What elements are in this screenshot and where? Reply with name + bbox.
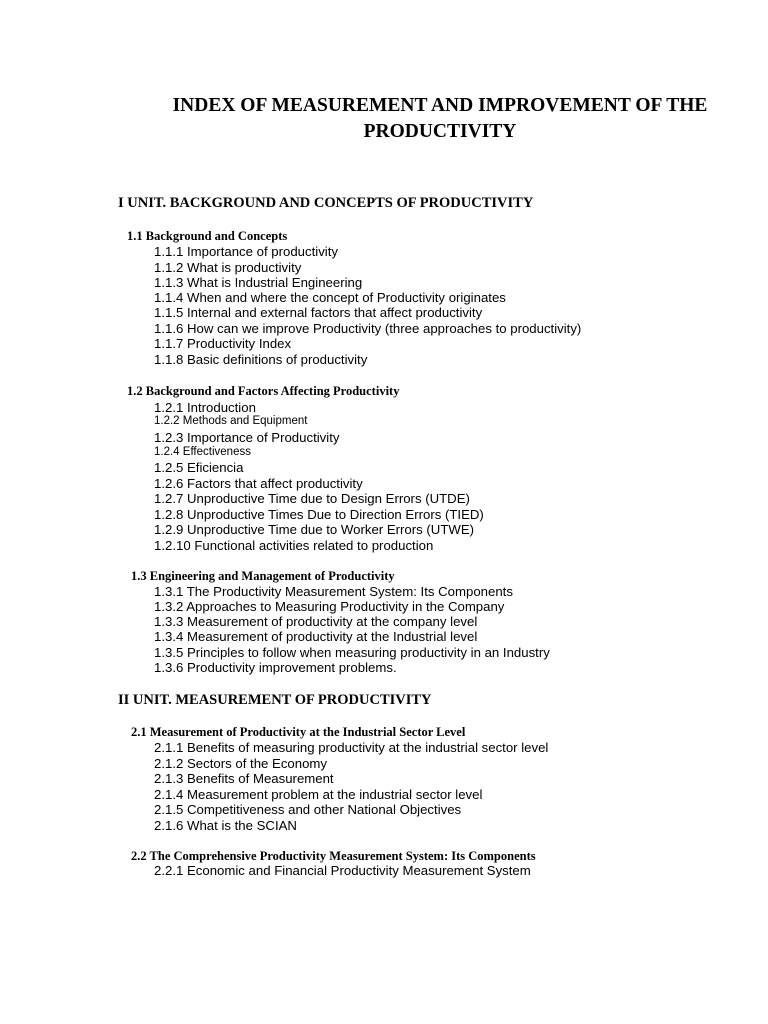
list-item: 1.3.1 The Productivity Measurement System: Its Components bbox=[154, 584, 513, 599]
list-item: 1.3.6 Productivity improvement problems. bbox=[154, 660, 397, 675]
list-item: 1.2.1 Introduction bbox=[154, 400, 256, 415]
list-item: 2.1.2 Sectors of the Economy bbox=[154, 756, 327, 771]
title-line-2: PRODUCTIVITY bbox=[363, 121, 517, 142]
list-item: 1.1.5 Internal and external factors that affect productivity bbox=[154, 305, 483, 320]
list-item: 1.2.9 Unproductive Time due to Worker Errors (UTWE) bbox=[154, 522, 475, 537]
section-heading-1-1: 1.1 Background and Concepts bbox=[127, 229, 288, 243]
list-item: 2.1.1 Benefits of measuring productivity at the industrial sector level bbox=[154, 740, 549, 755]
list-item: 2.1.5 Competitiveness and other National Objectives bbox=[154, 802, 462, 817]
section-heading-2-2: 2.2 The Comprehensive Productivity Measurement System: Its Components bbox=[131, 849, 536, 863]
section-heading-2-1: 2.1 Measurement of Productivity at the Industrial Sector Level bbox=[131, 725, 466, 739]
list-item: 2.1.6 What is the SCIAN bbox=[154, 818, 297, 833]
list-item: 1.3.2 Approaches to Measuring Productivity in the Company bbox=[154, 599, 505, 614]
list-item: 1.2.2 Methods and Equipment bbox=[154, 415, 308, 427]
unit-heading-2: II UNIT. MEASUREMENT OF PRODUCTIVITY bbox=[118, 692, 432, 708]
list-item: 1.3.4 Measurement of productivity at the Industrial level bbox=[154, 629, 478, 644]
list-item: 1.1.3 What is Industrial Engineering bbox=[154, 275, 363, 290]
list-item: 1.1.6 How can we improve Productivity (three approaches to productivity) bbox=[154, 321, 582, 336]
list-item: 1.3.3 Measurement of productivity at the company level bbox=[154, 614, 478, 629]
list-item: 1.2.8 Unproductive Times Due to Direction Errors (TIED) bbox=[154, 507, 484, 522]
list-item: 2.2.1 Economic and Financial Productivity Measurement System bbox=[154, 863, 531, 878]
list-item: 1.1.2 What is productivity bbox=[154, 260, 302, 275]
unit-heading-1: I UNIT. BACKGROUND AND CONCEPTS OF PRODUCTIVITY bbox=[118, 195, 534, 211]
section-heading-1-2: 1.2 Background and Factors Affecting Productivity bbox=[127, 384, 400, 398]
list-item: 2.1.4 Measurement problem at the industrial sector level bbox=[154, 787, 483, 802]
list-item: 1.2.10 Functional activities related to production bbox=[154, 538, 434, 553]
list-item: 1.2.6 Factors that affect productivity bbox=[154, 476, 363, 491]
document-title bbox=[110, 93, 768, 145]
list-item: 2.1.3 Benefits of Measurement bbox=[154, 771, 334, 786]
list-item: 1.2.4 Effectiveness bbox=[154, 446, 251, 458]
list-item: 1.1.8 Basic definitions of productivity bbox=[154, 352, 368, 367]
section-heading-1-3: 1.3 Engineering and Management of Productivity bbox=[131, 569, 395, 583]
list-item: 1.2.7 Unproductive Time due to Design Errors (UTDE) bbox=[154, 491, 470, 506]
list-item: 1.2.5 Eficiencia bbox=[154, 460, 244, 475]
list-item: 1.1.4 When and where the concept of Productivity originates bbox=[154, 290, 506, 305]
list-item: 1.1.7 Productivity Index bbox=[154, 336, 292, 351]
title-line-1: INDEX OF MEASUREMENT AND IMPROVEMENT OF THE bbox=[172, 95, 708, 116]
list-item: 1.3.5 Principles to follow when measuring productivity in an Industry bbox=[154, 645, 550, 660]
list-item: 1.1.1 Importance of productivity bbox=[154, 244, 338, 259]
list-item: 1.2.3 Importance of Productivity bbox=[154, 430, 340, 445]
